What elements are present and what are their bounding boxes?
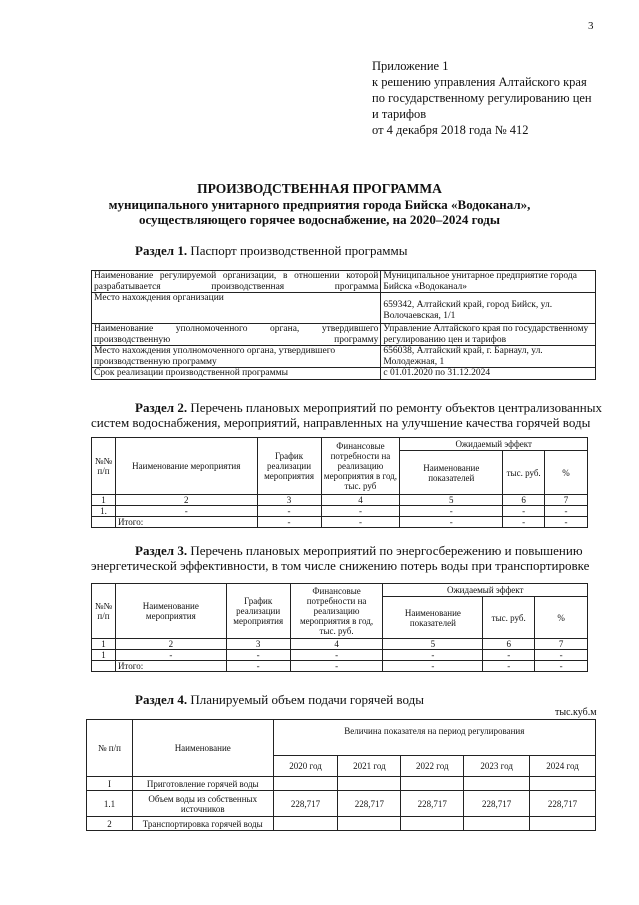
table-cell: 4 [290,639,383,650]
table-cell: 7 [545,495,588,506]
table-cell: 228,717 [464,791,530,817]
table-cell: - [535,661,588,672]
section-title: Перечень плановых мероприятий по ремонту объектов централизованных [190,400,602,415]
table-cell: 4 [321,495,400,506]
table-cell [338,777,401,791]
section-number: Раздел 2. [135,400,188,415]
table-cell [401,777,464,791]
section-2-heading [135,400,602,416]
section-title-continued: энергетической эффективности, в том числе снижению потерь воды при транспортировке [91,558,590,573]
section-title: Паспорт производственной программы [190,243,408,258]
header-cell: 2024 год [530,756,596,777]
table-cell: Срок реализации производственной программы [92,368,381,380]
header-cell: № п/п [87,720,133,777]
table-cell [530,817,596,831]
document-title: ПРОИЗВОДСТВЕННАЯ ПРОГРАММА [197,181,442,196]
table-cell: Итого: [115,517,257,528]
section-number: Раздел 1. [135,243,188,258]
table-header-row [92,584,588,597]
table-cell: Итого: [115,661,226,672]
header-cell: Наименование мероприятия [115,438,257,495]
table-total-row [92,661,588,672]
table-cell: Транспортировка горячей воды [132,817,273,831]
header-cell: График реализации мероприятия [257,438,321,495]
table-cell: Приготовление горячей воды [132,777,273,791]
energy-saving-table [91,583,588,672]
table-cell: - [400,517,503,528]
table-row [92,495,588,506]
table-cell: 228,717 [273,791,338,817]
header-cell: Величина показателя на период регулирования [273,720,595,756]
appendix-line: по государственному регулированию цен [372,91,592,105]
page-number: 3 [588,20,594,32]
table-header-row [92,438,588,451]
section-3-heading [135,543,583,559]
table-cell: - [503,506,545,517]
table-cell: - [226,661,290,672]
unit-label: тыс.куб.м [555,707,597,718]
table-header-row [87,720,596,756]
header-cell: Наименование мероприятия [115,584,226,639]
table-row [92,271,596,293]
table-cell: 5 [400,495,503,506]
header-cell: 2020 год [273,756,338,777]
appendix-line: от 4 декабря 2018 года № 412 [372,123,529,137]
table-cell: 5 [383,639,483,650]
header-cell: График реализации мероприятия [226,584,290,639]
passport-table [91,270,596,380]
table-cell: 1. [92,506,116,517]
header-cell: Ожидаемый эффект [400,438,588,451]
header-cell: 2022 год [401,756,464,777]
table-cell: 1.1 [87,791,133,817]
table-cell: - [383,650,483,661]
table-cell: - [483,650,535,661]
table-row [92,324,596,346]
table-total-row [92,517,588,528]
table-cell: - [545,506,588,517]
appendix-block [372,58,592,138]
table-cell: 1 [92,639,116,650]
table-cell: 2 [115,495,257,506]
table-cell: Наименование уполномоченного органа, утвердившего производственную программу [92,324,381,346]
section-number: Раздел 3. [135,543,188,558]
table-cell [92,661,116,672]
section-1-heading [135,243,407,259]
table-cell: - [226,650,290,661]
table-cell: 1 [92,495,116,506]
table-cell [530,777,596,791]
header-cell: №№ п/п [92,438,116,495]
table-cell: Место нахождения уполномоченного органа, утвердившего производственную программу [92,346,381,368]
table-cell: 659342, Алтайский край, город Бийск, ул. Волочаевская, 1/1 [381,293,596,324]
table-cell: Муниципальное унитарное предприятие города Бийска «Водоканал» [381,271,596,293]
table-cell [92,517,116,528]
table-cell: 228,717 [338,791,401,817]
document-subtitle: муниципального унитарного предприятия города Бийска «Водоканал», [108,197,531,212]
table-cell: - [290,650,383,661]
table-row [92,506,588,517]
table-cell: - [503,517,545,528]
table-cell: 2 [115,639,226,650]
section-title: Планируемый объем подачи горячей воды [190,692,424,707]
table-row [92,293,596,324]
repair-measures-table [91,437,588,528]
header-cell: Ожидаемый эффект [383,584,588,597]
section-number: Раздел 4. [135,692,188,707]
table-cell: Место нахождения организации [92,293,381,324]
table-row [92,639,588,650]
table-cell: - [115,650,226,661]
table-cell: - [400,506,503,517]
table-cell: - [321,517,400,528]
table-cell: - [290,661,383,672]
table-cell: - [115,506,257,517]
table-cell: 1 [92,650,116,661]
header-cell: Финансовые потребности на реализацию мероприятия в год, тыс. руб [321,438,400,495]
table-row [87,791,596,817]
table-cell: 656038, Алтайский край, г. Барнаул, ул. Молодежная, 1 [381,346,596,368]
header-cell: 2021 год [338,756,401,777]
appendix-line: и тарифов [372,107,427,121]
header-cell: % [545,451,588,495]
table-cell [464,777,530,791]
table-cell: Объем воды из собственных источников [132,791,273,817]
appendix-line: к решению управления Алтайского края [372,75,587,89]
table-cell: Наименование регулируемой организации, в отношении которой разрабатывается производственная программа [92,271,381,293]
header-cell: % [535,597,588,639]
header-cell: 2023 год [464,756,530,777]
document-subtitle: осуществляющего горячее водоснабжение, на 2020–2024 годы [138,212,501,227]
table-row [87,777,596,791]
header-cell: тыс. руб. [483,597,535,639]
table-cell [401,817,464,831]
hot-water-volume-table [86,719,596,831]
section-title: Перечень плановых мероприятий по энергосбережению и повышению [190,543,583,558]
appendix-line: Приложение 1 [372,59,449,73]
table-cell: - [257,506,321,517]
table-cell: 2 [87,817,133,831]
table-cell: с 01.01.2020 по 31.12.2024 [381,368,596,380]
table-cell: 7 [535,639,588,650]
header-cell: №№ п/п [92,584,116,639]
table-cell: 3 [257,495,321,506]
table-cell: - [545,517,588,528]
header-cell: Наименование показателей [383,597,483,639]
table-cell: - [321,506,400,517]
table-row [92,368,596,380]
table-cell [338,817,401,831]
table-cell: 6 [503,495,545,506]
table-cell: 3 [226,639,290,650]
table-cell: - [383,661,483,672]
header-cell: тыс. руб. [503,451,545,495]
table-cell: 6 [483,639,535,650]
table-row [87,817,596,831]
table-row [92,346,596,368]
table-cell: 228,717 [401,791,464,817]
table-cell: - [483,661,535,672]
table-row [92,650,588,661]
table-cell [464,817,530,831]
table-cell: Управление Алтайского края по государственному регулированию цен и тарифов [381,324,596,346]
section-title-continued: систем водоснабжения, мероприятий, направленных на улучшение качества горячей воды [91,415,591,430]
table-cell: - [535,650,588,661]
table-cell: - [257,517,321,528]
table-cell: 228,717 [530,791,596,817]
header-cell: Наименование [132,720,273,777]
header-cell: Наименование показателей [400,451,503,495]
table-cell [273,777,338,791]
header-cell: Финансовые потребности на реализацию мероприятия в год, тыс. руб. [290,584,383,639]
table-cell: I [87,777,133,791]
section-4-heading [135,692,424,708]
table-cell [273,817,338,831]
